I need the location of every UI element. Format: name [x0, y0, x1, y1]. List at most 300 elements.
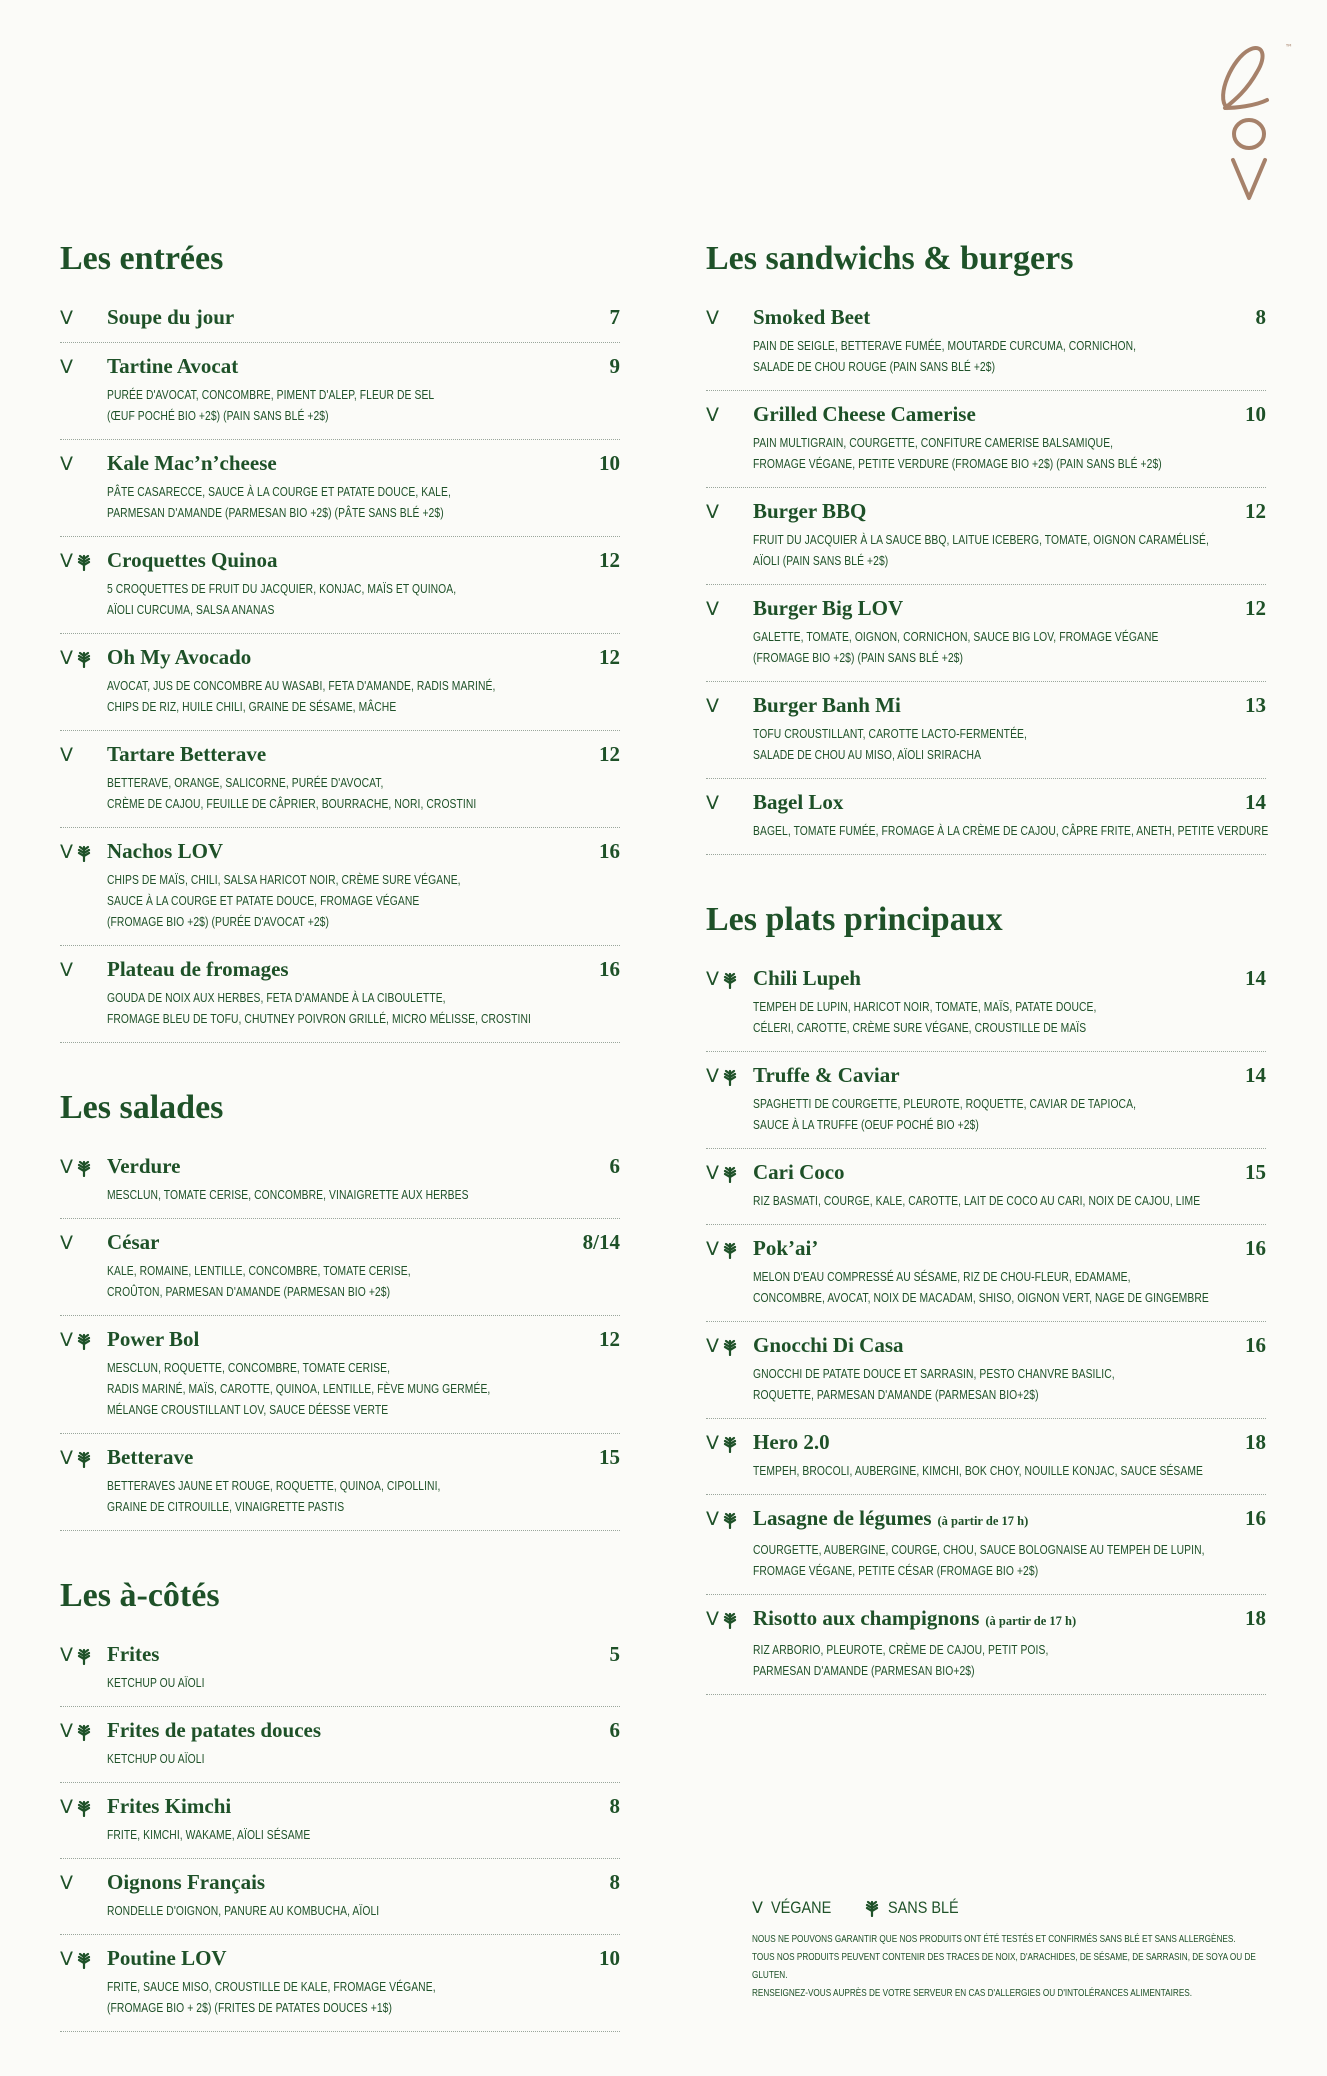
description-line: FROMAGE VÉGANE, PETITE CÉSAR (FROMAGE BIO +2$) [753, 1564, 1039, 1578]
description-line: SALADE DE CHOU ROUGE (PAIN SANS BLÉ +2$) [753, 360, 996, 374]
vegan-icon: V [706, 307, 719, 329]
menu-item [706, 488, 1266, 585]
menu-item-header [706, 401, 1266, 427]
gluten-free-icon [76, 553, 92, 571]
description-line: FRITE, SAUCE MISO, CROUSTILLE DE KALE, FROMAGE VÉGANE, [107, 1980, 436, 1994]
menu-item-note: (à partir de 17 h) [985, 1614, 1077, 1628]
description-line: ROQUETTE, PARMESAN D'AMANDE (PARMESAN BIO+2$) [753, 1388, 1039, 1402]
menu-item [706, 682, 1266, 779]
description-line: 5 CROQUETTES DE FRUIT DU JACQUIER, KONJAC, MAÏS ET QUINOA, [107, 582, 457, 596]
menu-item [706, 1595, 1266, 1695]
menu-item-description [753, 1267, 1313, 1309]
vegan-icon: V [60, 1232, 73, 1254]
menu-item-header [706, 789, 1266, 815]
menu-item-price: 12 [599, 1327, 620, 1351]
menu-column-left [60, 238, 620, 2076]
menu-item-description [107, 1901, 667, 1922]
diet-badges [706, 1164, 753, 1183]
menu-item-price: 8 [609, 1794, 620, 1818]
menu-item [60, 1219, 620, 1316]
menu-item-price: 10 [1245, 402, 1266, 426]
menu-item-name-text: Kale Mac’n’cheese [107, 451, 277, 475]
section-title: Les entrées [60, 240, 224, 277]
description-line: BETTERAVES JAUNE ET ROUGE, ROQUETTE, QUINOA, CIPOLLINI, [107, 1479, 441, 1493]
menu-item [706, 391, 1266, 488]
menu-item-description [753, 1364, 1313, 1406]
menu-item-price: 12 [1245, 499, 1266, 523]
menu-item-description [107, 676, 667, 718]
menu-item-description [107, 482, 667, 524]
menu-item-header [60, 644, 620, 670]
menu-item-description [107, 1358, 667, 1421]
menu-item-price: 14 [1245, 1063, 1266, 1087]
menu-item [706, 1322, 1266, 1419]
menu-item-name [107, 1717, 610, 1743]
menu-item-header [706, 1159, 1266, 1185]
section-entrees [60, 238, 620, 1043]
menu-item-name [753, 789, 1245, 815]
menu-item-price: 9 [609, 354, 620, 378]
menu-item-description [753, 1540, 1313, 1582]
disclaimer-line: NOUS NE POUVONS GARANTIR QUE NOS PRODUITS ONT ÉTÉ TESTÉS ET CONFIRMÉS SANS BLÉ ET SANS ALLERGÈNES. [752, 1933, 1236, 1945]
gluten-free-icon [722, 1241, 738, 1259]
menu-item [60, 537, 620, 634]
menu-item-header [706, 1332, 1266, 1358]
menu-item-description [107, 1977, 667, 2019]
description-line: (FROMAGE BIO + 2$) (FRITES DE PATATES DOUCES +1$) [107, 2001, 393, 2015]
menu-item-name [107, 353, 610, 379]
menu-item-description [753, 1191, 1313, 1212]
menu-item-description [753, 1094, 1313, 1136]
gluten-free-icon [76, 1450, 92, 1468]
diet-badges [60, 1950, 107, 1969]
menu-item-name [107, 956, 599, 982]
description-line: TEMPEH, BROCOLI, AUBERGINE, KIMCHI, BOK CHOY, NOUILLE KONJAC, SAUCE SÉSAME [753, 1464, 1204, 1478]
description-line: CHIPS DE MAÏS, CHILI, SALSA HARICOT NOIR, CRÈME SURE VÉGANE, [107, 873, 461, 887]
diet-badges [60, 455, 107, 474]
description-line: FROMAGE VÉGANE, PETITE VERDURE (FROMAGE BIO +2$) (PAIN SANS BLÉ +2$) [753, 457, 1162, 471]
menu-item-header [706, 965, 1266, 991]
menu-item [60, 1935, 620, 2032]
vegan-icon: V [706, 792, 719, 814]
gluten-free-icon [76, 1159, 92, 1177]
menu-item-header [60, 956, 620, 982]
menu-item-name [753, 692, 1245, 718]
menu-item [706, 1419, 1266, 1495]
menu-item-name [753, 1062, 1245, 1088]
menu-item-price: 14 [1245, 790, 1266, 814]
menu-item-price: 16 [1245, 1236, 1266, 1260]
diet-badges [60, 1331, 107, 1350]
menu-item-name [107, 1153, 610, 1179]
gluten-free-icon [722, 1068, 738, 1086]
menu-item-name-text: Oignons Français [107, 1870, 266, 1894]
menu-item-header [706, 1429, 1266, 1455]
menu-item-price: 13 [1245, 693, 1266, 717]
menu-item-header [60, 1945, 620, 1971]
menu-item-name [753, 304, 1256, 330]
menu-item-note: (à partir de 17 h) [937, 1514, 1029, 1528]
vegan-icon: V [60, 356, 73, 378]
menu-item-header [60, 1793, 620, 1819]
menu-item-name-text: Truffe & Caviar [753, 1063, 900, 1087]
vegan-icon: V [706, 1065, 719, 1087]
menu-item-name-text: Burger Big LOV [753, 596, 904, 620]
gluten-free-icon [76, 1799, 92, 1817]
diet-badges [60, 746, 107, 765]
menu-item-description [753, 433, 1313, 475]
menu-item-name-text: Power Bol [107, 1327, 200, 1351]
menu-item-name-text: Croquettes Quinoa [107, 548, 278, 572]
menu-item-name [107, 547, 599, 573]
diet-badges [706, 1067, 753, 1086]
diet-badges [60, 843, 107, 862]
description-line: SALADE DE CHOU AU MISO, AÏOLI SRIRACHA [753, 748, 982, 762]
menu-item-header [706, 595, 1266, 621]
diet-badges [60, 1449, 107, 1468]
menu-item-name [107, 1641, 610, 1667]
menu-item [60, 634, 620, 731]
diet-badges [706, 1337, 753, 1356]
diet-badges [706, 1434, 753, 1453]
gluten-free-icon [76, 844, 92, 862]
menu-item-name-text: Hero 2.0 [753, 1430, 830, 1454]
description-line: CONCOMBRE, AVOCAT, NOIX DE MACADAM, SHISO, OIGNON VERT, NAGE DE GINGEMBRE [753, 1291, 1209, 1305]
description-line: PAIN DE SEIGLE, BETTERAVE FUMÉE, MOUTARDE CURCUMA, CORNICHON, [753, 339, 1137, 353]
menu-item [60, 946, 620, 1043]
menu-item-header [60, 1229, 620, 1255]
menu-item-name [107, 1229, 583, 1255]
vegan-icon: V [60, 744, 73, 766]
menu-item [60, 828, 620, 946]
menu-item-price: 15 [599, 1445, 620, 1469]
menu-item-description [107, 773, 667, 815]
menu-item [60, 1707, 620, 1783]
menu-item-name-text: Grilled Cheese Camerise [753, 402, 976, 426]
diet-badges [60, 1874, 107, 1893]
menu-item-price: 10 [599, 451, 620, 475]
description-line: RONDELLE D'OIGNON, PANURE AU KOMBUCHA, AÏOLI [107, 1904, 380, 1918]
vegan-icon: V [706, 695, 719, 717]
diet-badges [60, 1158, 107, 1177]
menu-item-description [107, 870, 667, 933]
vegan-icon: V [60, 1948, 73, 1970]
vegan-icon: V [60, 453, 73, 475]
vegan-icon: V [706, 598, 719, 620]
description-line: PAIN MULTIGRAIN, COURGETTE, CONFITURE CAMERISE BALSAMIQUE, [753, 436, 1114, 450]
menu-item-description [753, 724, 1313, 766]
legend-gluten-free-label: SANS BLÉ [887, 1898, 959, 1917]
menu-item-header [706, 1605, 1266, 1634]
menu-item-header [60, 450, 620, 476]
vegan-icon: V [706, 1508, 719, 1530]
gluten-free-icon [722, 1165, 738, 1183]
gluten-free-icon [722, 1611, 738, 1629]
menu-item-name [753, 1159, 1245, 1185]
menu-item-header [60, 1717, 620, 1743]
section-title: Les sandwichs & burgers [706, 240, 1074, 277]
section-title: Les salades [60, 1089, 224, 1126]
menu-item-name-text: Smoked Beet [753, 305, 871, 329]
menu-item-name-text: Chili Lupeh [753, 966, 861, 990]
menu-item-header [60, 1869, 620, 1895]
menu-item-price: 16 [599, 957, 620, 981]
menu-item-header [60, 1641, 620, 1667]
description-line: FROMAGE BLEU DE TOFU, CHUTNEY POIVRON GRILLÉ, MICRO MÉLISSE, CROSTINI [107, 1012, 531, 1026]
diet-badges [60, 649, 107, 668]
menu-item-price: 6 [609, 1718, 620, 1742]
menu-item [706, 294, 1266, 391]
menu-item-header [706, 1505, 1266, 1534]
menu-item [706, 1052, 1266, 1149]
menu-item-description [107, 1185, 667, 1206]
menu-item-name-text: Frites Kimchi [107, 1794, 232, 1818]
menu-item-name [753, 401, 1245, 427]
description-line: BAGEL, TOMATE FUMÉE, FROMAGE À LA CRÈME DE CAJOU, CÂPRE FRITE, ANETH, PETITE VERDURE [753, 824, 1269, 838]
disclaimer-line: RENSEIGNEZ-VOUS AUPRÈS DE VOTRE SERVEUR EN CAS D'ALLERGIES OU D'INTOLÉRANCES ALIMENTAIRES. [752, 1987, 1193, 1999]
menu-item [706, 955, 1266, 1052]
menu-item-price: 8 [1255, 305, 1266, 329]
diet-badges [706, 309, 753, 328]
description-line: AÏOLI CURCUMA, SALSA ANANAS [107, 603, 275, 617]
diet-badges [60, 1646, 107, 1665]
menu-item-name-text: Cari Coco [753, 1160, 845, 1184]
description-line: CROÛTON, PARMESAN D'AMANDE (PARMESAN BIO +2$) [107, 1285, 391, 1299]
menu-item-name [753, 595, 1245, 621]
menu-item-name-text: Verdure [107, 1154, 181, 1178]
menu-item-header [60, 1444, 620, 1470]
menu-item-name [107, 1869, 610, 1895]
menu-item-name-text: Betterave [107, 1445, 194, 1469]
menu-item-price: 16 [1245, 1333, 1266, 1357]
menu-item-price: 8 [609, 1870, 620, 1894]
diet-badges [706, 503, 753, 522]
diet-badges [706, 970, 753, 989]
lov-logo [1205, 38, 1297, 203]
menu-item-header [706, 692, 1266, 718]
menu-item-description [753, 1461, 1313, 1482]
menu-item-name [753, 965, 1245, 991]
description-line: SPAGHETTI DE COURGETTE, PLEUROTE, ROQUETTE, CAVIAR DE TAPIOCA, [753, 1097, 1137, 1111]
menu-item-header [60, 1326, 620, 1352]
vegan-icon: V [706, 501, 719, 523]
diet-badges [706, 406, 753, 425]
diet-badges [706, 1240, 753, 1259]
description-line: PURÉE D'AVOCAT, CONCOMBRE, PIMENT D'ALEP, FLEUR DE SEL [107, 388, 435, 402]
menu-item-name [107, 304, 610, 330]
description-line: CÉLERI, CAROTTE, CRÈME SURE VÉGANE, CROUSTILLE DE MAÏS [753, 1021, 1087, 1035]
disclaimer-line: TOUS NOS PRODUITS PEUVENT CONTENIR DES TRACES DE NOIX, D'ARACHIDES, DE SÉSAME, DE SARRASIN, DE SOYA OU DE GLUTEN. [752, 1951, 1256, 1981]
description-line: CRÈME DE CAJOU, FEUILLE DE CÂPRIER, BOURRACHE, NORI, CROSTINI [107, 797, 477, 811]
description-line: AÏOLI (PAIN SANS BLÉ +2$) [753, 554, 889, 568]
menu-item-name-text: Bagel Lox [753, 790, 844, 814]
menu-item-name-text: César [107, 1230, 160, 1254]
description-line: MELON D'EAU COMPRESSÉ AU SÉSAME, RIZ DE CHOU-FLEUR, EDAMAME, [753, 1270, 1131, 1284]
vegan-icon: V [706, 1608, 719, 1630]
menu-item-price: 16 [599, 839, 620, 863]
gluten-free-icon [76, 650, 92, 668]
menu-item-header [60, 741, 620, 767]
diet-badges [706, 1610, 753, 1629]
menu-item-description [753, 997, 1313, 1039]
diet-badges [60, 961, 107, 980]
menu-item-price: 16 [1245, 1506, 1266, 1530]
diet-badges [60, 1722, 107, 1741]
menu-item-price: 14 [1245, 966, 1266, 990]
gluten-free-icon [76, 1647, 92, 1665]
gluten-free-icon [722, 971, 738, 989]
menu-item-price: 12 [599, 548, 620, 572]
diet-badges [60, 1234, 107, 1253]
menu-item-price: 10 [599, 1946, 620, 1970]
section-sandwichs [706, 238, 1269, 855]
menu-item-name [107, 1793, 610, 1819]
menu-item-price: 18 [1245, 1606, 1266, 1630]
menu-item [706, 1225, 1266, 1322]
menu-item-name [107, 1326, 599, 1352]
section-plats [706, 899, 1266, 1695]
vegan-icon: V [60, 1720, 73, 1742]
menu-item-name [107, 838, 599, 864]
menu-item-description [107, 579, 667, 621]
diet-badges [60, 552, 107, 571]
diet-badges [60, 309, 107, 328]
description-line: RIZ ARBORIO, PLEUROTE, CRÈME DE CAJOU, PETIT POIS, [753, 1643, 1049, 1657]
legend [752, 1898, 1292, 2002]
legend-vegan-label: VÉGANE [770, 1898, 832, 1917]
menu-item-name [107, 644, 599, 670]
menu-item [60, 1316, 620, 1434]
menu-item-description [107, 1261, 667, 1303]
diet-badges [706, 794, 753, 813]
description-line: TEMPEH DE LUPIN, HARICOT NOIR, TOMATE, MAÏS, PATATE DOUCE, [753, 1000, 1097, 1014]
menu-item-price: 12 [599, 742, 620, 766]
menu-item-description [107, 1476, 667, 1518]
menu-item-header [60, 353, 620, 379]
description-line: CHIPS DE RIZ, HUILE CHILI, GRAINE DE SÉSAME, MÂCHE [107, 700, 397, 714]
menu-item-description [107, 988, 667, 1030]
vegan-icon: V [60, 1329, 73, 1351]
vegan-icon: V [752, 1898, 763, 1917]
gluten-free-icon [722, 1511, 738, 1529]
menu-item-name [753, 1505, 1245, 1534]
vegan-icon: V [60, 959, 73, 981]
menu-item-name-text: Burger Banh Mi [753, 693, 901, 717]
description-line: SAUCE À LA TRUFFE (OEUF POCHÉ BIO +2$) [753, 1118, 979, 1132]
legend-keys [752, 1898, 1292, 1918]
menu-item-name [753, 498, 1245, 524]
vegan-icon: V [706, 968, 719, 990]
vegan-icon: V [60, 841, 73, 863]
menu-item-name-text: Burger BBQ [753, 499, 867, 523]
menu-item [60, 294, 620, 343]
menu-item-description [107, 1749, 667, 1770]
gluten-free-icon [722, 1435, 738, 1453]
menu-item-name [107, 1444, 599, 1470]
section-title: Les à-côtés [60, 1577, 220, 1614]
vegan-icon: V [60, 1644, 73, 1666]
menu-item-name-text: Soupe du jour [107, 305, 235, 329]
menu-item-description [107, 385, 667, 427]
menu-item [60, 1434, 620, 1531]
menu-item-description [753, 530, 1313, 572]
description-line: MESCLUN, TOMATE CERISE, CONCOMBRE, VINAIGRETTE AUX HERBES [107, 1188, 469, 1202]
menu-item-name [753, 1235, 1245, 1261]
vegan-icon: V [706, 1335, 719, 1357]
description-line: (FROMAGE BIO +2$) (PURÉE D'AVOCAT +2$) [107, 915, 330, 929]
menu-item-name-text: Gnocchi Di Casa [753, 1333, 904, 1357]
menu-item-description [753, 336, 1313, 378]
section-acotes [60, 1575, 620, 2032]
menu-item-header [60, 304, 620, 330]
description-line: (FROMAGE BIO +2$) (PAIN SANS BLÉ +2$) [753, 651, 964, 665]
menu-item-header [60, 547, 620, 573]
menu-item-name [107, 450, 599, 476]
menu-item-price: 18 [1245, 1430, 1266, 1454]
description-line: GOUDA DE NOIX AUX HERBES, FETA D'AMANDE À LA CIBOULETTE, [107, 991, 446, 1005]
gluten-free-icon [76, 1723, 92, 1741]
menu-item-price: 7 [609, 305, 620, 329]
gluten-free-icon [864, 1899, 880, 1917]
description-line: PARMESAN D'AMANDE (PARMESAN BIO+2$) [753, 1664, 975, 1678]
menu-item-price: 5 [609, 1642, 620, 1666]
menu-item [706, 585, 1266, 682]
menu-item-name-text: Plateau de fromages [107, 957, 289, 981]
menu-item-price: 12 [599, 645, 620, 669]
description-line: KETCHUP OU AÏOLI [107, 1752, 205, 1766]
menu-column-right [706, 238, 1269, 1739]
gluten-free-icon [76, 1332, 92, 1350]
gluten-free-icon [76, 1951, 92, 1969]
menu-item-name-text: Pok’ai’ [753, 1236, 819, 1260]
menu-item-name [753, 1332, 1245, 1358]
gluten-free-icon [722, 1338, 738, 1356]
legend-disclaimer [752, 1930, 1291, 2002]
menu-item-name-text: Tartare Betterave [107, 742, 267, 766]
menu-item-description [753, 821, 1313, 842]
description-line: GRAINE DE CITROUILLE, VINAIGRETTE PASTIS [107, 1500, 345, 1514]
vegan-icon: V [60, 647, 73, 669]
description-line: BETTERAVE, ORANGE, SALICORNE, PURÉE D'AVOCAT, [107, 776, 384, 790]
description-line: MÉLANGE CROUSTILLANT LOV, SAUCE DÉESSE VERTE [107, 1403, 389, 1417]
vegan-icon: V [706, 1162, 719, 1184]
description-line: KETCHUP OU AÏOLI [107, 1676, 205, 1690]
diet-badges [706, 1510, 753, 1529]
description-line: GALETTE, TOMATE, OIGNON, CORNICHON, SAUCE BIG LOV, FROMAGE VÉGANE [753, 630, 1159, 644]
description-line: PARMESAN D'AMANDE (PARMESAN BIO +2$) (PÂTE SANS BLÉ +2$) [107, 506, 444, 520]
description-line: SAUCE À LA COURGE ET PATATE DOUCE, FROMAGE VÉGANE [107, 894, 420, 908]
description-line: RIZ BASMATI, COURGE, KALE, CAROTTE, LAIT DE COCO AU CARI, NOIX DE CAJOU, LIME [753, 1194, 1201, 1208]
description-line: (ŒUF POCHÉ BIO +2$) (PAIN SANS BLÉ +2$) [107, 409, 329, 423]
menu-item [60, 1143, 620, 1219]
menu-item-name-text: Frites [107, 1642, 160, 1666]
menu-item-name-text: Lasagne de légumes [753, 1506, 932, 1530]
section-title: Les plats principaux [706, 901, 1003, 938]
description-line: COURGETTE, AUBERGINE, COURGE, CHOU, SAUCE BOLOGNAISE AU TEMPEH DE LUPIN, [753, 1543, 1205, 1557]
description-line: TOFU CROUSTILLANT, CAROTTE LACTO-FERMENTÉE, [753, 727, 1027, 741]
menu-item [706, 1495, 1266, 1595]
menu-item-description [107, 1825, 667, 1846]
description-line: AVOCAT, JUS DE CONCOMBRE AU WASABI, FETA D'AMANDE, RADIS MARINÉ, [107, 679, 496, 693]
menu-item-name-text: Poutine LOV [107, 1946, 227, 1970]
diet-badges [60, 358, 107, 377]
description-line: PÂTE CASARECCE, SAUCE À LA COURGE ET PATATE DOUCE, KALE, [107, 485, 451, 499]
menu-item-name-text: Nachos LOV [107, 839, 224, 863]
menu-item-header [706, 304, 1266, 330]
description-line: MESCLUN, ROQUETTE, CONCOMBRE, TOMATE CERISE, [107, 1361, 391, 1375]
vegan-icon: V [706, 404, 719, 426]
menu-item-name [753, 1429, 1245, 1455]
